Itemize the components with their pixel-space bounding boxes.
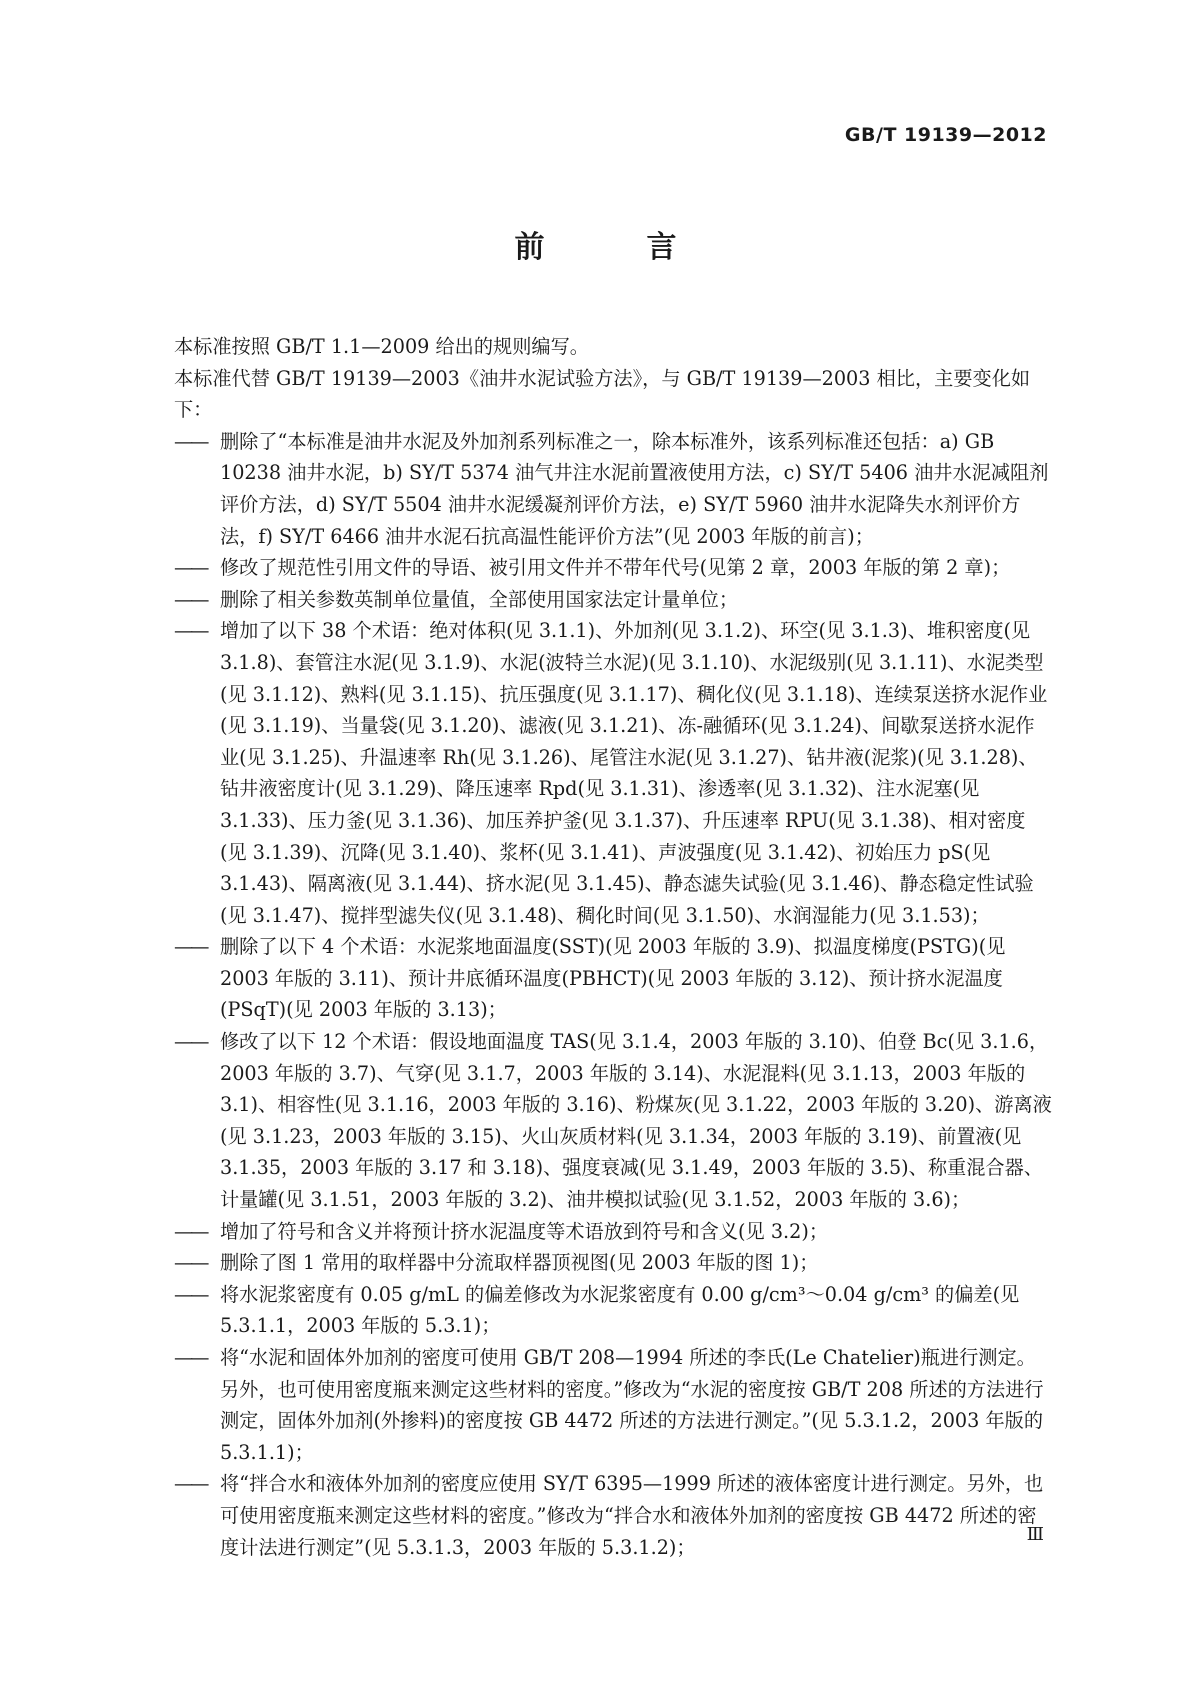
intro-paragraph: 本标准按照 GB/T 1.1—2009 给出的规则编写。 — [174, 335, 589, 358]
change-item-text: 修改了规范性引用文件的导语、被引用文件并不带年代号(见第 2 章，2003 年版的第 2 章)； — [220, 556, 1011, 580]
change-item-text: 删除了“本标准是油井水泥及外加剂系列标准之一，除本标准外，该系列标准还包括：a) GB 10238 油井水泥，b) SY/T 5374 油气井注水泥前置液使用方法，c) SY/T 5406 油井水泥减阻剂评价方法，d) SY/T 5504 油井水泥缓凝剂评价方法，e) SY/T 5960 油井水泥降失水剂评价方法，f) SY/T 6466 油井水泥石抗高温性能评价方法”(见 2003 年版的前言)； — [220, 429, 1049, 548]
change-item — [174, 1216, 1052, 1248]
change-item-text: 删除了以下 4 个术语：水泥浆地面温度(SST)(见 2003 年版的 3.9)、拟温度梯度(PSTG)(见 2003 年版的 3.11)、预计井底循环温度(PBHCT)(见 2003 年版的 3.12)、预计挤水泥温度(PSqT)(见 2003 年版的 3.13)； — [220, 935, 1006, 1022]
change-item — [174, 931, 1052, 1026]
change-item — [174, 584, 1052, 616]
dash-marker: —— — [174, 587, 207, 611]
dash-marker: —— — [174, 1472, 207, 1496]
standard-number: GB/T 19139—2012 — [844, 124, 1047, 146]
change-item — [174, 426, 1052, 552]
dash-marker: —— — [174, 556, 207, 580]
dash-marker: —— — [174, 1282, 207, 1306]
change-item-text: 将“拌合水和液体外加剂的密度应使用 SY/T 6395—1999 所述的液体密度计进行测定。另外，也可使用密度瓶来测定这些材料的密度。”修改为“拌合水和液体外加剂的密度按 GB 4472 所述的密度计法进行测定”(见 5.3.1.3，2003 年版的 5.3.1.2)； — [220, 1472, 1044, 1559]
dash-marker: —— — [174, 1219, 207, 1243]
change-item — [174, 1342, 1052, 1468]
dash-marker: —— — [174, 1251, 207, 1275]
change-item-text: 修改了以下 12 个术语：假设地面温度 TAS(见 3.1.4，2003 年版的 3.10)、伯登 Bc(见 3.1.6，2003 年版的 3.7)、气穿(见 3.1.7，2003 年版的 3.14)、水泥混料(见 3.1.13，2003 年版的 3.1)、相容性(见 3.1.16，2003 年版的 3.16)、粉煤灰(见 3.1.22，2003 年版的 3.20)、游离液(见 3.1.23，2003 年版的 3.15)、火山灰质材料(见 3.1.34，2003 年版的 3.19)、前置液(见 3.1.35，2003 年版的 3.17 和 3.18)、强度衰减(见 3.1.49，2003 年版的 3.5)、称重混合器、计量罐(见 3.1.51，2003 年版的 3.2)、油井模拟试验(见 3.1.52，2003 年版的 3.6)； — [220, 1030, 1052, 1212]
dash-marker: —— — [174, 429, 207, 453]
change-item-text: 将“水泥和固体外加剂的密度可使用 GB/T 208—1994 所述的李氏(Le Chatelier)瓶进行测定。另外，也可使用密度瓶来测定这些材料的密度。”修改为“水泥的密度按 GB/T 208 所述的方法进行测定，固体外加剂(外掺料)的密度按 GB 4472 所述的方法进行测定。”(见 5.3.1.2，2003 年版的 5.3.1.1)； — [220, 1346, 1044, 1464]
dash-marker: —— — [174, 1030, 207, 1054]
change-item — [174, 552, 1052, 584]
change-item-text: 将水泥浆密度有 0.05 g/mL 的偏差修改为水泥浆密度有 0.00 g/cm³～0.04 g/cm³ 的偏差(见 5.3.1.1，2003 年版的 5.3.1)； — [220, 1282, 1020, 1338]
change-item — [174, 1247, 1052, 1279]
change-item — [174, 1468, 1052, 1563]
page-title: 前 言 — [514, 230, 713, 265]
intro-paragraph: 本标准代替 GB/T 19139—2003《油井水泥试验方法》，与 GB/T 19139—2003 相比，主要变化如下： — [174, 366, 1031, 422]
change-item-text: 增加了符号和含义并将预计挤水泥温度等术语放到符号和含义(见 3.2)； — [220, 1219, 829, 1243]
change-item — [174, 1279, 1052, 1342]
change-item-text: 删除了相关参数英制单位量值，全部使用国家法定计量单位； — [220, 587, 739, 611]
dash-marker: —— — [174, 619, 207, 643]
change-item — [174, 615, 1052, 931]
dash-marker: —— — [174, 935, 207, 959]
preface-body — [174, 331, 1052, 1563]
change-item-text: 增加了以下 38 个术语：绝对体积(见 3.1.1)、外加剂(见 3.1.2)、环空(见 3.1.3)、堆积密度(见 3.1.8)、套管注水泥(见 3.1.9)、水泥(波特兰水泥)(见 3.1.10)、水泥级别(见 3.1.11)、水泥类型(见 3.1.12)、熟料(见 3.1.15)、抗压强度(见 3.1.17)、稠化仪(见 3.1.18)、连续泵送挤水泥作业(见 3.1.19)、当量袋(见 3.1.20)、滤液(见 3.1.21)、冻-融循环(见 3.1.24)、间歇泵送挤水泥作业(见 3.1.25)、升温速率 Rh(见 3.1.26)、尾管注水泥(见 3.1.27)、钻井液(泥浆)(见 3.1.28)、钻井液密度计(见 3.1.29)、降压速率 Rpd(见 3.1.31)、渗透率(见 3.1.32)、注水泥塞(见 3.1.33)、压力釜(见 3.1.36)、加压养护釜(见 3.1.37)、升压速率 RPU(见 3.1.38)、相对密度(见 3.1.39)、沉降(见 3.1.40)、浆杯(见 3.1.41)、声波强度(见 3.1.42)、初始压力 pS(见 3.1.43)、隔离液(见 3.1.44)、挤水泥(见 3.1.45)、静态滤失试验(见 3.1.46)、静态稳定性试验(见 3.1.47)、搅拌型滤失仪(见 3.1.48)、稠化时间(见 3.1.50)、水润湿能力(见 3.1.53)； — [220, 619, 1048, 927]
change-item-text: 删除了图 1 常用的取样器中分流取样器顶视图(见 2003 年版的图 1)； — [220, 1251, 819, 1275]
change-item — [174, 1026, 1052, 1216]
page-number: Ⅲ — [1026, 1524, 1044, 1545]
dash-marker: —— — [174, 1346, 207, 1369]
